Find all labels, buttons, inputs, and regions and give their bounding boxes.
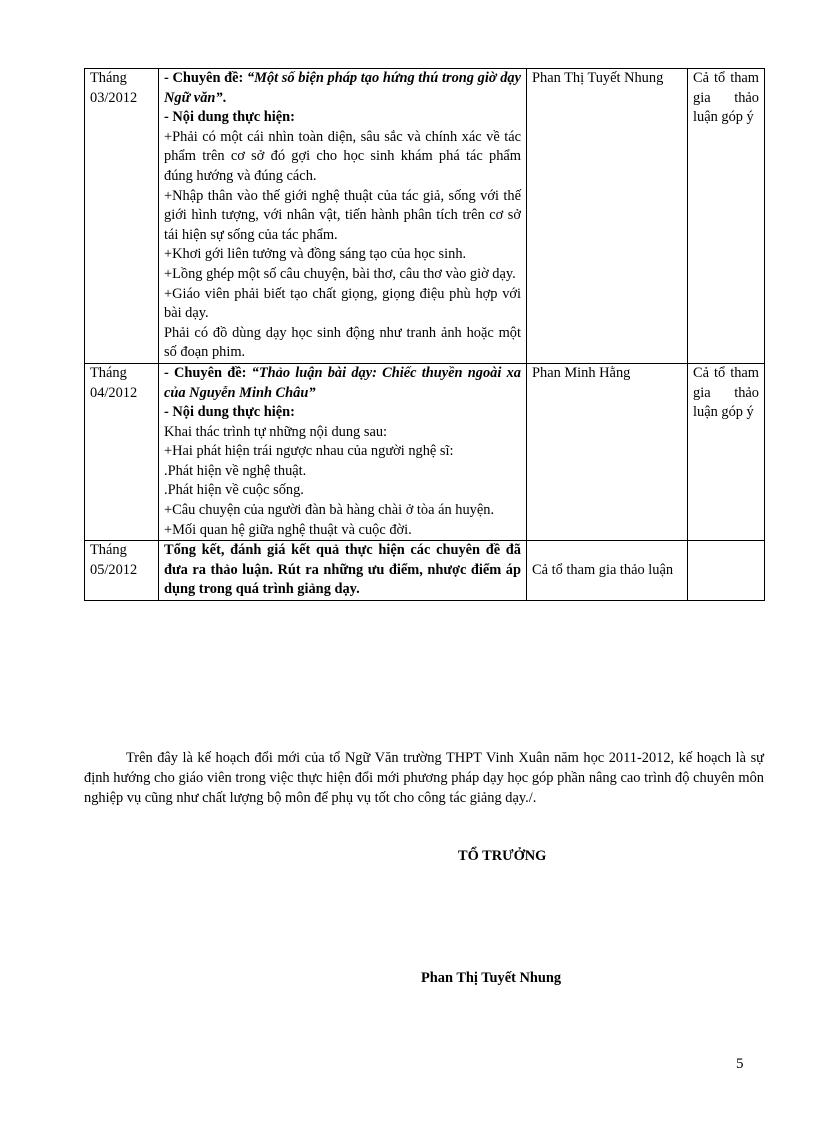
page-number: 5: [736, 1056, 744, 1072]
month-value: 03/2012: [90, 89, 138, 106]
content-item: +Phải có một cái nhìn toàn diện, sâu sắc và chính xác về tác phẩm trên cơ sở đó gợi cho học sinh khám phá tác phẩm đúng hướng và đúng cách.: [164, 128, 521, 184]
month-label: Tháng: [90, 70, 127, 86]
content-item: .Phát hiện về nghệ thuật.: [164, 462, 307, 479]
table-row: [85, 69, 765, 364]
signature-name: Phan Thị Tuyết Nhung: [421, 970, 562, 986]
month-value: 05/2012: [90, 561, 138, 578]
note-text: Cả tổ tham gia thảo luận góp ý: [693, 364, 759, 421]
month-value: 04/2012: [90, 384, 138, 401]
topic-suffix: .: [222, 89, 227, 106]
note-cell: [688, 69, 765, 364]
content-heading: - Nội dung thực hiện:: [164, 404, 295, 421]
table-row: [85, 363, 765, 540]
content-item: .Phát hiện về cuộc sống.: [164, 482, 304, 499]
plan-table: [84, 68, 765, 601]
content-item: +Giáo viên phải biết tạo chất giọng, giọng điệu phù hợp với bài dạy.: [164, 285, 521, 322]
closing-paragraph: Trên đây là kế hoạch đổi mới của tổ Ngữ Văn trường THPT Vinh Xuân năm học 2011-2012, kế hoạch là sự định hướng cho giáo viên trong việc thực hiện đổi mới phương pháp dạy học góp phần nâng cao trình độ chuyên môn nghiệp vụ cũng như chất lượng bộ môn để phụ vụ tốt cho công tác giảng dạy./.: [84, 750, 764, 806]
content-item: Phải có đồ dùng dạy học sinh động như tranh ảnh hoặc một số đoạn phim.: [164, 324, 521, 361]
month-label: Tháng: [90, 364, 127, 381]
content-item: +Lồng ghép một số câu chuyện, bài thơ, câu thơ vào giờ dạy.: [164, 265, 516, 282]
content-cell: [159, 541, 527, 601]
topic-prefix: - Chuyên đề:: [164, 70, 247, 86]
signature-title: TỔ TRƯỞNG: [458, 848, 547, 864]
content-heading: - Nội dung thực hiện:: [164, 109, 295, 126]
table-row: [85, 541, 765, 601]
content-item: +Mối quan hệ giữa nghệ thuật và cuộc đời.: [164, 521, 412, 538]
topic-prefix: - Chuyên đề:: [164, 364, 252, 381]
note-text: Cả tổ tham gia thảo luận góp ý: [693, 70, 759, 126]
topic-line: [164, 364, 521, 403]
person-cell: [527, 69, 688, 364]
month-label: Tháng: [90, 542, 127, 559]
person-name: Phan Minh Hằng: [532, 364, 631, 381]
topic-title: “Một số biện pháp tạo hứng thú trong giờ dạy Ngữ văn”: [164, 70, 521, 106]
person-cell: [527, 363, 688, 540]
content-cell: [159, 69, 527, 364]
content-item: +Câu chuyện của người đàn bà hàng chài ở tòa án huyện.: [164, 502, 495, 519]
person-cell: [527, 541, 688, 601]
topic-line: [164, 69, 521, 108]
month-cell: [85, 69, 159, 364]
person-name: Phan Thị Tuyết Nhung: [532, 70, 664, 86]
content-item: +Khơi gới liên tưởng và đồng sáng tạo của học sinh.: [164, 246, 467, 263]
note-cell: [688, 541, 765, 601]
month-cell: [85, 363, 159, 540]
summary-text: Tổng kết, đánh giá kết quả thực hiện các chuyên đề đã đưa ra thảo luận. Rút ra những ưu điểm, nhược điểm áp dụng trong quá trình giảng dạy.: [164, 542, 521, 598]
content-item: +Hai phát hiện trái ngược nhau của người nghệ sĩ:: [164, 443, 454, 460]
month-cell: [85, 541, 159, 601]
content-item: Khai thác trình tự những nội dung sau:: [164, 423, 388, 440]
content-cell: [159, 363, 527, 540]
topic-title: “Thảo luận bài dạy: Chiếc thuyền ngoài xa của Nguyễn Minh Châu”: [164, 364, 521, 401]
person-name: Cả tổ tham gia thảo luận: [532, 562, 674, 579]
content-item: +Nhập thân vào thế giới nghệ thuật của tác giả, sống với thế giới hình tượng, với nhân vật, tiến hành phân tích trên cơ sở tái hiện sự sống của tác phẩm.: [164, 187, 521, 243]
note-cell: [688, 363, 765, 540]
